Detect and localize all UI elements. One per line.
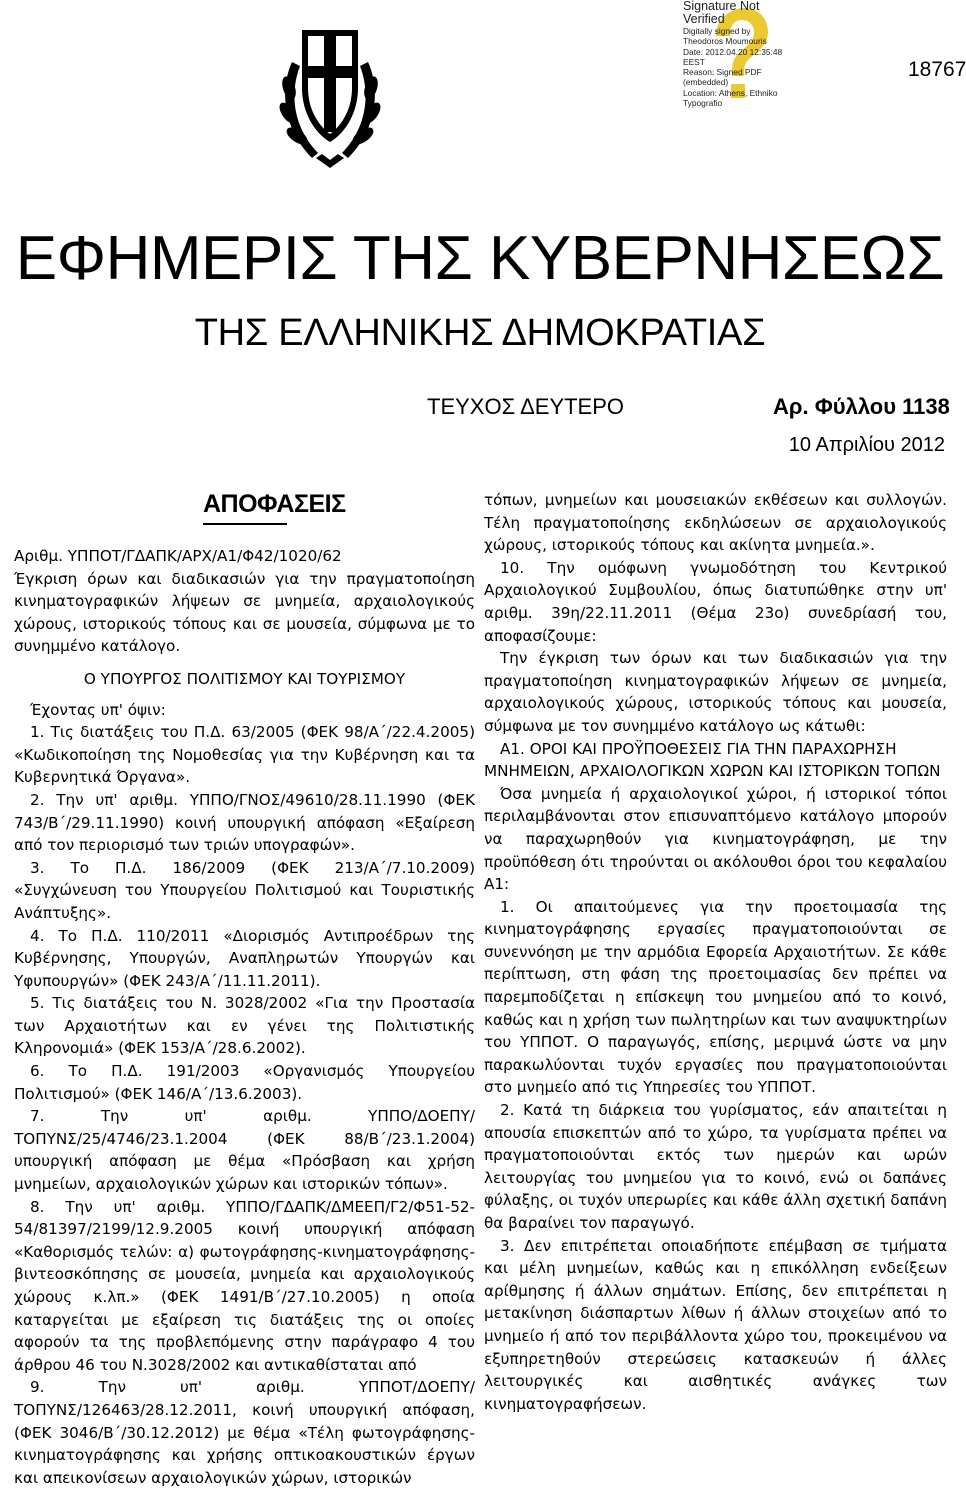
signature-reason-detail: (embedded) bbox=[683, 77, 729, 88]
term-3: 3. Δεν επιτρέπεται οποιαδήποτε επέμβαση σε τμήματα και μέλη μνημείων, καθώς και η επικόλληση ενδείξεων αρίθμησης ή άλλων σημάτων. Επίσης, δεν επιτρέπεται η μετακίνηση διάσπαρτων λίθων ή άλλων στοιχείων από το μνημείο ή από τον περιβάλλοντα χώρο του, προκειμένου να εξυπηρετηθούν στερεώσεις κατασκευών ή άλλες λειτουργικές και αισθητικές ανάγκες των κινηματογραφήσεων. bbox=[484, 1236, 947, 1413]
decision-approval: Την έγκριση των όρων και των διαδικασιών για την πραγματοποίηση κινηματογραφικών λήψεων σε μνημεία, αρχαιολογικούς χώρους, ιστορικούς τόπους και μουσεία, σύμφωνα με τον συνημμένο κατάλογο ως κάτωθι: bbox=[484, 649, 947, 735]
term-2: 2. Κατά τη διάρκεια του γυρίσματος, εάν απαιτείται η απουσία επισκεπτών από το χώρο, τα γυρίσματα πρέπει να πραγματοποιούνται εκτός των ημερών και ωρών λειτουργίας του μνημείου για το κοινό, ενώ οι δαπάνες φύλαξης, οι τυχόν υπερωρίες και κάθε άλλη σχετική δαπάνη θα βαραίνει τον παραγωγό. bbox=[484, 1101, 947, 1232]
considering-line: Έχοντας υπ' όψιν: bbox=[30, 700, 166, 719]
signature-date: Date: 2012.04.20 12:35:48 bbox=[683, 46, 783, 57]
legal-reference-2: 2. Την υπ' αριθμ. ΥΠΠΟ/ΓΝΟΣ/49610/28.11.1990 (ΦΕΚ 743/Β΄/29.11.1990) κοινή υπουργική απόφαση «Εξαίρεση από τον περιορισμό των τριών υπογραφών». bbox=[14, 790, 475, 855]
legal-reference-3: 3. Το Π.Δ. 186/2009 (ΦΕΚ 213/Α΄/7.10.2009) «Συγχώνευση του Υπουργείου Πολιτισμού και Τουριστικής Ανάπτυξης». bbox=[14, 858, 475, 922]
signature-timezone: EEST bbox=[683, 56, 705, 67]
section-underline bbox=[203, 523, 287, 525]
legal-reference-4: 4. Το Π.Δ. 110/2011 «Διορισμός Αντιπροέδρων της Κυβέρνησης, Υπουργών, Αναπληρωτών Υπουργών και Υφυπουργών» (ΦΕΚ 243/Α΄/11.11.2011). bbox=[14, 926, 475, 990]
signature-verified: Verified bbox=[683, 12, 725, 26]
decision-subject: Έγκριση όρων και διαδικασιών για την πραγματοποίηση κινηματογραφικών λήψεων σε μνημεία, αρχαιολογικούς χώρους, ιστορικούς τόπους και σε μουσεία, σύμφωνα με το συνημμένο κατάλογο. bbox=[14, 569, 475, 656]
legal-reference-8: 8. Την υπ' αριθμ. ΥΠΠΟ/ΓΔΑΠΚ/ΔΜΕΕΠ/Γ2/Φ51-52-54/81397/2199/12.9.2005 κοινή υπουργική απόφαση «Καθορισμός τελών: α) φωτογράφησης-κινηματογράφησης-βιντεοσκόπησης σε μουσεία, μνημεία και αρχαιολογικούς χώρους κ.λπ.» (ΦΕΚ 1491/Β΄/27.10.2005) η οποία καταργείται με εξαίρεση τις διατάξεις της οι οποίες αφορούν τα της προβλεπόμενης στην παράγραφο 4 του άρθρου 46 του Ν.3028/2002 και αντικαθίσταται από bbox=[14, 1197, 475, 1374]
gazette-subtitle: ΤΗΣ ΕΛΛΗΝΙΚΗΣ ΔΗΜΟΚΡΑΤΙΑΣ bbox=[194, 312, 766, 354]
gazette-title: ΕΦΗΜΕΡΙΣ ΤΗΣ ΚΥΒΕΡΝΗΣΕΩΣ bbox=[15, 224, 945, 293]
sheet-number: Αρ. Φύλλου 1138 bbox=[773, 394, 950, 419]
legal-reference-5: 5. Τις διατάξεις του Ν. 3028/2002 «Για την Προστασία των Αρχαιοτήτων και εν γένει της Πολιτιστικής Κληρονομιά» (ΦΕΚ 153/Α΄/28.6.2002). bbox=[14, 994, 475, 1058]
legal-reference-7: 7. Την υπ' αριθμ. ΥΠΠΟ/ΔΟΕΠΥ/ΤΟΠΥΝΣ/25/4746/23.1.2004 (ΦΕΚ 88/Β΄/23.1.2004) υπουργική απόφαση με θέμα «Πρόσβαση και χρήση μνημείων, αρχαιολογικών χώρων και ιστορικών τόπων». bbox=[14, 1107, 475, 1194]
signature-reason: Reason: Signed PDF bbox=[683, 67, 762, 78]
legal-reference-1: 1. Τις διατάξεις του Π.Δ. 63/2005 (ΦΕΚ 98/Α΄/22.4.2005) «Κωδικοποίηση της Νομοθεσίας για την Κυβέρνηση και τα Κυβερνητικά Όργανα». bbox=[14, 723, 475, 787]
digital-signature-stamp bbox=[683, 0, 803, 108]
term-1: 1. Οι απαιτούμενες για την προετοιμασία της κινηματογράφησης εργασίες πραγματοποιούνται σε συνεννόηση με την αρμόδια Εφορεία Αρχαιοτήτων. Σε κάθε περίπτωση, στη φάση της προετοιμασίας δεν πρέπει να παρεμποδίζεται η επίσκεψη του μνημείου από το κοινό, καθώς και η χρήση των πωλητηρίων και των αναψυκτηρίων του ΥΠΠΟΤ. Ο παραγωγός, επίσης, μεριμνά ώστε να μην παρακωλύονται τυχόν εργασίες που πραγματοποιούνται στο μνημείο από τις Υπηρεσίες του ΥΠΠΟΤ. bbox=[484, 897, 947, 1097]
minister-heading: Ο ΥΠΟΥΡΓΟΣ ΠΟΛΙΤΙΣΜΟΥ ΚΑΙ ΤΟΥΡΙΣΜΟΥ bbox=[83, 669, 406, 688]
signature-line: Digitally signed by bbox=[683, 26, 751, 36]
signature-status: Signature Not bbox=[683, 0, 760, 13]
decision-number: Αριθμ. ΥΠΠΟΤ/ΓΔΑΠΚ/ΑΡΧ/Α1/Φ42/1020/62 bbox=[14, 547, 342, 565]
issue-label: ΤΕΥΧΟΣ ΔΕΥΤΕΡΟ bbox=[427, 394, 625, 419]
coat-of-arms-icon bbox=[272, 18, 388, 174]
left-column bbox=[14, 545, 475, 1489]
continued-text: τόπων, μνημείων και μουσειακών εκθέσεων και συλλογών. Τέλη πραγματοποίησης εκδηλώσεων σε αρχαιολογικούς χώρους, ιστορικούς τόπους και ακίνητα μνημεία.». bbox=[484, 491, 947, 555]
section-title: ΑΠΟΦΑΣΕΙΣ bbox=[203, 490, 346, 518]
legal-reference-10: 10. Την ομόφωνη γνωμοδότηση του Κεντρικού Αρχαιολογικού Συμβουλίου, όπως διατυπώθηκε στην υπ' αριθμ. 39η/22.11.2011 (Θέμα 23ο) συνεδρίασή του, αποφασίζουμε: bbox=[484, 558, 947, 645]
chapter-intro: Όσα μνημεία ή αρχαιολογικοί χώροι, ή ιστορικοί τόποι περιλαμβάνονται στον επισυναπτόμενο κατάλογο μπορούν να παραχωρηθούν για κινηματογράφηση, με την προϋπόθεση ότι τηρούνται οι ακόλουθοι όροι του κεφαλαίου Α1: bbox=[484, 784, 947, 894]
chapter-heading: Α1. ΟΡΟΙ ΚΑΙ ΠΡΟΫΠΟΘΕΣΕΙΣ ΓΙΑ ΤΗΝ ΠΑΡΑΧΩΡΗΣΗ ΜΝΗΜΕΙΩΝ, ΑΡΧΑΙΟΛΟΓΙΚΩΝ ΧΩΡΩΝ ΚΑΙ ΙΣΤΟΡΙΚΩΝ ΤΟΠΩΝ bbox=[484, 739, 941, 781]
page-number: 18767 bbox=[908, 58, 966, 81]
legal-reference-6: 6. Το Π.Δ. 191/2003 «Οργανισμός Υπουργείου Πολιτισμού» (ΦΕΚ 146/Α΄/13.6.2003). bbox=[14, 1062, 475, 1103]
signature-location-detail: Typografio bbox=[683, 98, 723, 109]
issue-date: 10 Απριλίου 2012 bbox=[788, 434, 945, 456]
signature-location: Location: Athens, Ethniko bbox=[683, 87, 778, 98]
legal-reference-9: 9. Την υπ' αριθμ. ΥΠΠΟΤ/ΔΟΕΠΥ/ΤΟΠΥΝΣ/126463/28.12.2011, κοινή υπουργική απόφαση, (ΦΕΚ 3046/Β΄/30.12.2012) με θέμα «Τέλη φωτογράφησης-κινηματογράφησης και χρήσης οπτικοακουστικών έργων και απεικονίσεων αρχαιολογικών χώρων, ιστορικών bbox=[14, 1378, 475, 1487]
right-column bbox=[484, 489, 947, 1415]
signature-signer: Theodoros Moumouris bbox=[683, 36, 767, 47]
